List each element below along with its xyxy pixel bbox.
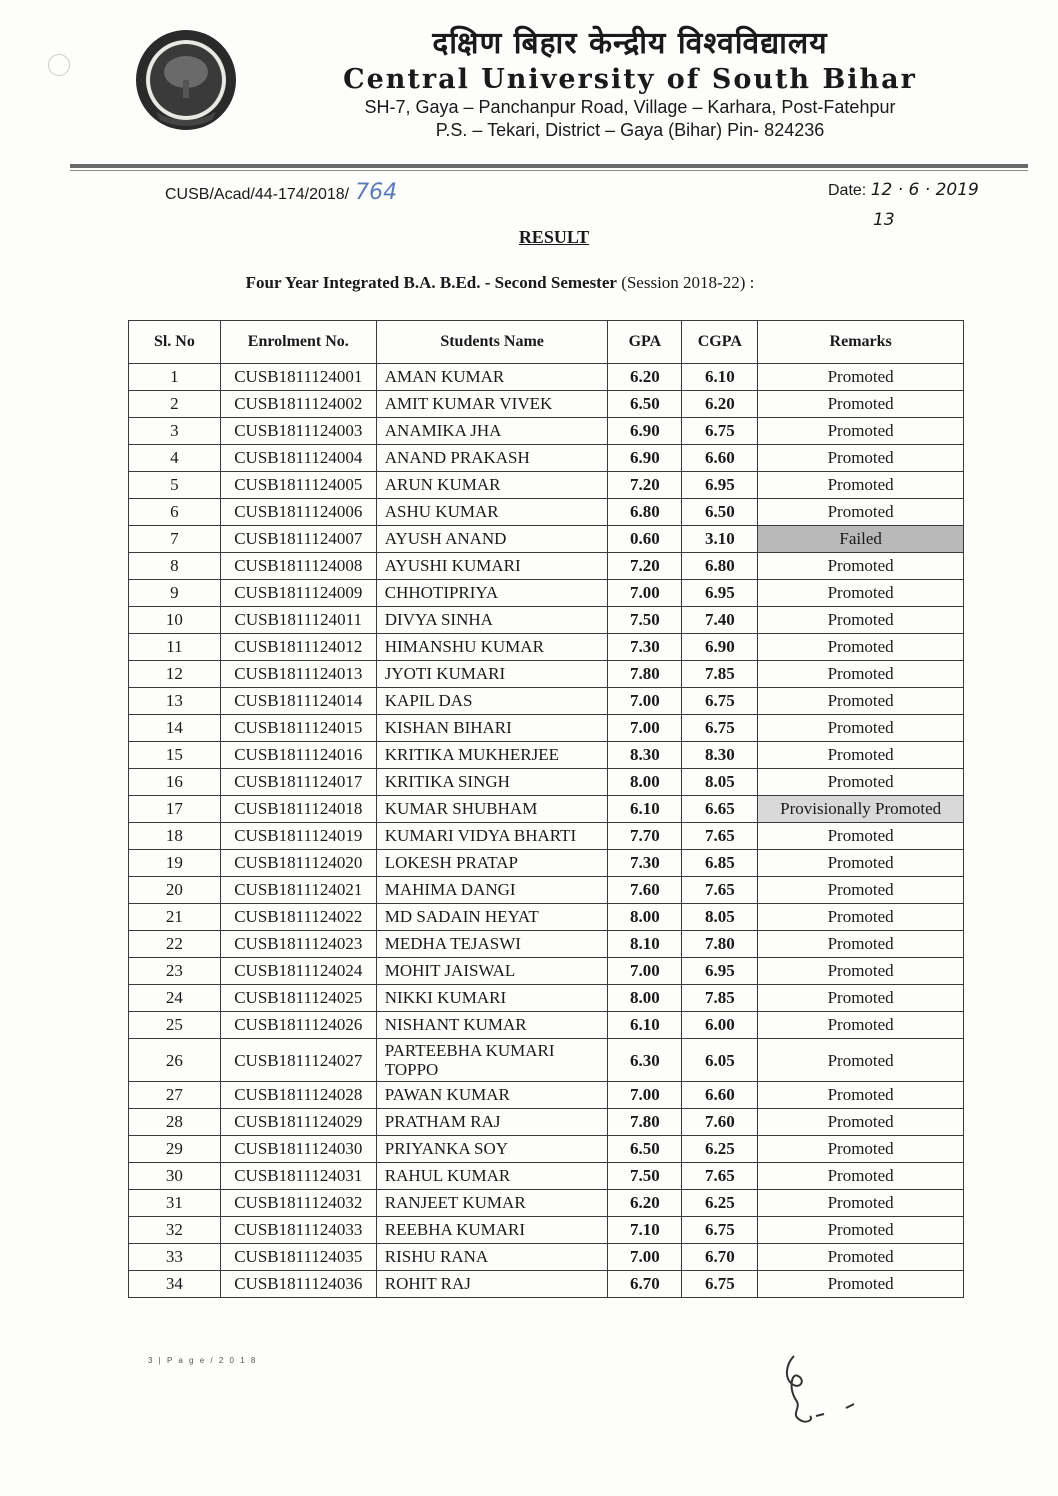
student-name-cell: ASHU KUMAR [376,499,608,526]
student-name-cell: MEDHA TEJASWI [376,931,608,958]
cgpa-cell: 6.60 [682,1082,758,1109]
table-row [129,904,964,931]
remarks-cell: Promoted [758,823,964,850]
gpa-cell: 7.00 [608,1244,682,1271]
table-row [129,985,964,1012]
cgpa-cell: 7.40 [682,607,758,634]
serial-number-cell: 13 [129,688,221,715]
cgpa-cell: 7.85 [682,661,758,688]
remarks-cell: Promoted [758,742,964,769]
enrolment-number-cell: CUSB1811124022 [220,904,376,931]
gpa-cell: 7.80 [608,1109,682,1136]
serial-number-cell: 5 [129,472,221,499]
cgpa-cell: 6.95 [682,958,758,985]
cgpa-cell: 6.75 [682,688,758,715]
reference-handwritten: 764 [355,180,398,205]
student-name-cell: PARTEEBHA KUMARI TOPPO [376,1039,608,1082]
remarks-cell: Promoted [758,769,964,796]
serial-number-cell: 21 [129,904,221,931]
remarks-cell: Promoted [758,607,964,634]
gpa-cell: 6.80 [608,499,682,526]
table-row [129,1163,964,1190]
cgpa-cell: 6.50 [682,499,758,526]
student-name-cell: LOKESH PRATAP [376,850,608,877]
student-name-cell: KUMARI VIDYA BHARTI [376,823,608,850]
date-handwritten-sub: 13 [873,210,895,230]
remarks-cell: Promoted [758,499,964,526]
table-row [129,364,964,391]
remarks-cell: Provisionally Promoted [758,796,964,823]
table-row [129,1190,964,1217]
remarks-cell: Promoted [758,1109,964,1136]
gpa-cell: 7.50 [608,1163,682,1190]
table-body [129,364,964,1298]
remarks-cell: Promoted [758,391,964,418]
cgpa-cell: 6.60 [682,445,758,472]
table-row [129,1136,964,1163]
student-name-cell: JYOTI KUMARI [376,661,608,688]
table-row [129,580,964,607]
result-title: RESULT [518,227,590,247]
student-name-cell: ANAND PRAKASH [376,445,608,472]
enrolment-number-cell: CUSB1811124012 [220,634,376,661]
serial-number-cell: 1 [129,364,221,391]
serial-number-cell: 27 [129,1082,221,1109]
remarks-cell: Promoted [758,1136,964,1163]
enrolment-number-cell: CUSB1811124015 [220,715,376,742]
gpa-cell: 7.60 [608,877,682,904]
date-field [828,180,979,200]
student-name-cell: PRIYANKA SOY [376,1136,608,1163]
university-name-hindi: दक्षिण बिहार केन्द्रीय विश्वविद्यालय [432,26,828,61]
gpa-cell: 7.80 [608,661,682,688]
student-name-cell: ROHIT RAJ [376,1271,608,1298]
gpa-cell: 7.00 [608,580,682,607]
student-name-cell: AYUSHI KUMARI [376,553,608,580]
table-row [129,796,964,823]
serial-number-cell: 18 [129,823,221,850]
remarks-cell: Promoted [758,1271,964,1298]
column-header: GPA [608,321,682,364]
table-row [129,445,964,472]
cgpa-cell: 8.05 [682,904,758,931]
remarks-cell: Promoted [758,553,964,580]
column-header: CGPA [682,321,758,364]
cgpa-cell: 8.30 [682,742,758,769]
student-name-cell: RANJEET KUMAR [376,1190,608,1217]
remarks-cell: Promoted [758,985,964,1012]
student-name-cell: AMAN KUMAR [376,364,608,391]
table-row [129,634,964,661]
cgpa-cell: 6.25 [682,1136,758,1163]
gpa-cell: 6.50 [608,391,682,418]
student-name-cell: REEBHA KUMARI [376,1217,608,1244]
cgpa-cell: 6.10 [682,364,758,391]
enrolment-number-cell: CUSB1811124019 [220,823,376,850]
table-row [129,1244,964,1271]
cgpa-cell: 6.65 [682,796,758,823]
student-name-cell: ARUN KUMAR [376,472,608,499]
gpa-cell: 6.20 [608,1190,682,1217]
student-name-cell: CHHOTIPRIYA [376,580,608,607]
table-row [129,931,964,958]
enrolment-number-cell: CUSB1811124014 [220,688,376,715]
student-name-cell: DIVYA SINHA [376,607,608,634]
enrolment-number-cell: CUSB1811124032 [220,1190,376,1217]
table-row [129,823,964,850]
table-row [129,958,964,985]
enrolment-number-cell: CUSB1811124033 [220,1217,376,1244]
student-name-cell: MOHIT JAISWAL [376,958,608,985]
remarks-cell: Promoted [758,1163,964,1190]
enrolment-number-cell: CUSB1811124030 [220,1136,376,1163]
table-row [129,715,964,742]
session-text: (Session 2018-22) : [616,273,755,292]
table-row [129,1217,964,1244]
enrolment-number-cell: CUSB1811124025 [220,985,376,1012]
gpa-cell: 6.90 [608,418,682,445]
enrolment-number-cell: CUSB1811124005 [220,472,376,499]
table-row [129,688,964,715]
enrolment-number-cell: CUSB1811124001 [220,364,376,391]
remarks-cell: Promoted [758,715,964,742]
serial-number-cell: 19 [129,850,221,877]
enrolment-number-cell: CUSB1811124021 [220,877,376,904]
remarks-cell: Promoted [758,1039,964,1082]
gpa-cell: 8.10 [608,931,682,958]
table-row [129,499,964,526]
cgpa-cell: 6.75 [682,1217,758,1244]
enrolment-number-cell: CUSB1811124002 [220,391,376,418]
student-name-cell: RAHUL KUMAR [376,1163,608,1190]
cgpa-cell: 6.75 [682,1271,758,1298]
remarks-cell: Promoted [758,634,964,661]
cgpa-cell: 6.90 [682,634,758,661]
address-line-1: SH-7, Gaya – Panchanpur Road, Village – Karhara, Post-Fatehpur [364,97,896,117]
serial-number-cell: 4 [129,445,221,472]
gpa-cell: 6.10 [608,1012,682,1039]
page-footer-note: 3 | P a g e / 2 0 1 8 [148,1356,258,1365]
date-label: Date: [828,182,867,199]
table-row [129,472,964,499]
column-header: Remarks [758,321,964,364]
remarks-cell: Promoted [758,418,964,445]
remarks-cell: Promoted [758,688,964,715]
table-header-row [129,321,964,364]
serial-number-cell: 3 [129,418,221,445]
serial-number-cell: 16 [129,769,221,796]
gpa-cell: 7.20 [608,472,682,499]
serial-number-cell: 31 [129,1190,221,1217]
table-row [129,418,964,445]
student-name-cell: AYUSH ANAND [376,526,608,553]
cgpa-cell: 7.80 [682,931,758,958]
remarks-cell: Promoted [758,661,964,688]
student-name-cell: PAWAN KUMAR [376,1082,608,1109]
table-row [129,1039,964,1082]
gpa-cell: 8.30 [608,742,682,769]
result-table [128,320,964,1298]
gpa-cell: 7.00 [608,688,682,715]
gpa-cell: 0.60 [608,526,682,553]
remarks-cell: Promoted [758,1012,964,1039]
gpa-cell: 7.70 [608,823,682,850]
table-row [129,769,964,796]
table-row [129,661,964,688]
enrolment-number-cell: CUSB1811124027 [220,1039,376,1082]
student-name-cell: AMIT KUMAR VIVEK [376,391,608,418]
serial-number-cell: 7 [129,526,221,553]
student-name-cell: PRATHAM RAJ [376,1109,608,1136]
serial-number-cell: 34 [129,1271,221,1298]
student-name-cell: ANAMIKA JHA [376,418,608,445]
student-name-cell: KRITIKA MUKHERJEE [376,742,608,769]
university-seal-icon [134,28,238,132]
serial-number-cell: 8 [129,553,221,580]
table-row [129,607,964,634]
gpa-cell: 7.30 [608,850,682,877]
table-row [129,1012,964,1039]
table-row [129,391,964,418]
serial-number-cell: 22 [129,931,221,958]
student-name-cell: NIKKI KUMARI [376,985,608,1012]
cgpa-cell: 6.85 [682,850,758,877]
reference-text: CUSB/Acad/44-174/2018/ [165,186,350,203]
remarks-cell: Promoted [758,850,964,877]
serial-number-cell: 6 [129,499,221,526]
remarks-cell: Promoted [758,1082,964,1109]
header-divider-thin [70,170,1028,171]
enrolment-number-cell: CUSB1811124035 [220,1244,376,1271]
cgpa-cell: 7.60 [682,1109,758,1136]
student-name-cell: KAPIL DAS [376,688,608,715]
enrolment-number-cell: CUSB1811124008 [220,553,376,580]
enrolment-number-cell: CUSB1811124009 [220,580,376,607]
gpa-cell: 7.00 [608,958,682,985]
header-divider [70,164,1028,168]
cgpa-cell: 6.75 [682,715,758,742]
gpa-cell: 6.10 [608,796,682,823]
cgpa-cell: 6.70 [682,1244,758,1271]
gpa-cell: 7.10 [608,1217,682,1244]
enrolment-number-cell: CUSB1811124013 [220,661,376,688]
gpa-cell: 6.90 [608,445,682,472]
cgpa-cell: 6.95 [682,580,758,607]
remarks-cell: Promoted [758,958,964,985]
enrolment-number-cell: CUSB1811124031 [220,1163,376,1190]
column-header: Enrolment No. [220,321,376,364]
serial-number-cell: 10 [129,607,221,634]
serial-number-cell: 32 [129,1217,221,1244]
gpa-cell: 7.50 [608,607,682,634]
reference-number [165,180,397,205]
table-row [129,1082,964,1109]
table-row [129,742,964,769]
serial-number-cell: 12 [129,661,221,688]
cgpa-cell: 6.95 [682,472,758,499]
enrolment-number-cell: CUSB1811124016 [220,742,376,769]
table-row [129,850,964,877]
column-header: Students Name [376,321,608,364]
table-row [129,1271,964,1298]
gpa-cell: 7.20 [608,553,682,580]
cgpa-cell: 6.00 [682,1012,758,1039]
gpa-cell: 6.30 [608,1039,682,1082]
student-name-cell: MAHIMA DANGI [376,877,608,904]
cgpa-cell: 6.80 [682,553,758,580]
enrolment-number-cell: CUSB1811124006 [220,499,376,526]
serial-number-cell: 30 [129,1163,221,1190]
serial-number-cell: 24 [129,985,221,1012]
student-name-cell: MD SADAIN HEYAT [376,904,608,931]
cgpa-cell: 6.20 [682,391,758,418]
serial-number-cell: 23 [129,958,221,985]
gpa-cell: 8.00 [608,769,682,796]
programme-name: Four Year Integrated B.A. B.Ed. - Second Semester [245,273,617,292]
remarks-cell: Failed [758,526,964,553]
remarks-cell: Promoted [758,877,964,904]
enrolment-number-cell: CUSB1811124028 [220,1082,376,1109]
enrolment-number-cell: CUSB1811124018 [220,796,376,823]
cgpa-cell: 7.65 [682,877,758,904]
serial-number-cell: 14 [129,715,221,742]
serial-number-cell: 11 [129,634,221,661]
student-name-cell: RISHU RANA [376,1244,608,1271]
gpa-cell: 7.00 [608,715,682,742]
serial-number-cell: 33 [129,1244,221,1271]
remarks-cell: Promoted [758,1244,964,1271]
table-row [129,877,964,904]
student-name-cell: NISHANT KUMAR [376,1012,608,1039]
enrolment-number-cell: CUSB1811124029 [220,1109,376,1136]
gpa-cell: 7.00 [608,1082,682,1109]
scan-hole-mark [48,54,70,76]
student-name-cell: KUMAR SHUBHAM [376,796,608,823]
enrolment-number-cell: CUSB1811124007 [220,526,376,553]
cgpa-cell: 7.65 [682,1163,758,1190]
enrolment-number-cell: CUSB1811124011 [220,607,376,634]
remarks-cell: Promoted [758,1190,964,1217]
cgpa-cell: 6.05 [682,1039,758,1082]
remarks-cell: Promoted [758,472,964,499]
cgpa-cell: 6.75 [682,418,758,445]
cgpa-cell: 3.10 [682,526,758,553]
enrolment-number-cell: CUSB1811124026 [220,1012,376,1039]
table-row [129,553,964,580]
address-line-2: P.S. – Tekari, District – Gaya (Bihar) Pin- 824236 [435,120,825,140]
university-name-english: Central University of South Bihar [343,64,917,95]
enrolment-number-cell: CUSB1811124003 [220,418,376,445]
serial-number-cell: 15 [129,742,221,769]
gpa-cell: 6.50 [608,1136,682,1163]
column-header: Sl. No [129,321,221,364]
letterhead [250,24,1010,142]
gpa-cell: 6.20 [608,364,682,391]
enrolment-number-cell: CUSB1811124024 [220,958,376,985]
table-row [129,1109,964,1136]
student-name-cell: KRITIKA SINGH [376,769,608,796]
date-handwritten: 12 · 6 · 2019 [870,180,979,200]
serial-number-cell: 29 [129,1136,221,1163]
serial-number-cell: 20 [129,877,221,904]
student-name-cell: KISHAN BIHARI [376,715,608,742]
signature-icon [776,1350,866,1430]
remarks-cell: Promoted [758,580,964,607]
serial-number-cell: 25 [129,1012,221,1039]
serial-number-cell: 26 [129,1039,221,1082]
remarks-cell: Promoted [758,931,964,958]
gpa-cell: 8.00 [608,904,682,931]
serial-number-cell: 9 [129,580,221,607]
enrolment-number-cell: CUSB1811124036 [220,1271,376,1298]
gpa-cell: 7.30 [608,634,682,661]
serial-number-cell: 17 [129,796,221,823]
cgpa-cell: 7.65 [682,823,758,850]
remarks-cell: Promoted [758,445,964,472]
cgpa-cell: 7.85 [682,985,758,1012]
gpa-cell: 8.00 [608,985,682,1012]
student-name-cell: HIMANSHU KUMAR [376,634,608,661]
enrolment-number-cell: CUSB1811124017 [220,769,376,796]
programme-subtitle [0,273,1000,293]
cgpa-cell: 6.25 [682,1190,758,1217]
remarks-cell: Promoted [758,364,964,391]
serial-number-cell: 28 [129,1109,221,1136]
serial-number-cell: 2 [129,391,221,418]
remarks-cell: Promoted [758,904,964,931]
enrolment-number-cell: CUSB1811124004 [220,445,376,472]
gpa-cell: 6.70 [608,1271,682,1298]
enrolment-number-cell: CUSB1811124023 [220,931,376,958]
remarks-cell: Promoted [758,1217,964,1244]
table-row [129,526,964,553]
enrolment-number-cell: CUSB1811124020 [220,850,376,877]
cgpa-cell: 8.05 [682,769,758,796]
